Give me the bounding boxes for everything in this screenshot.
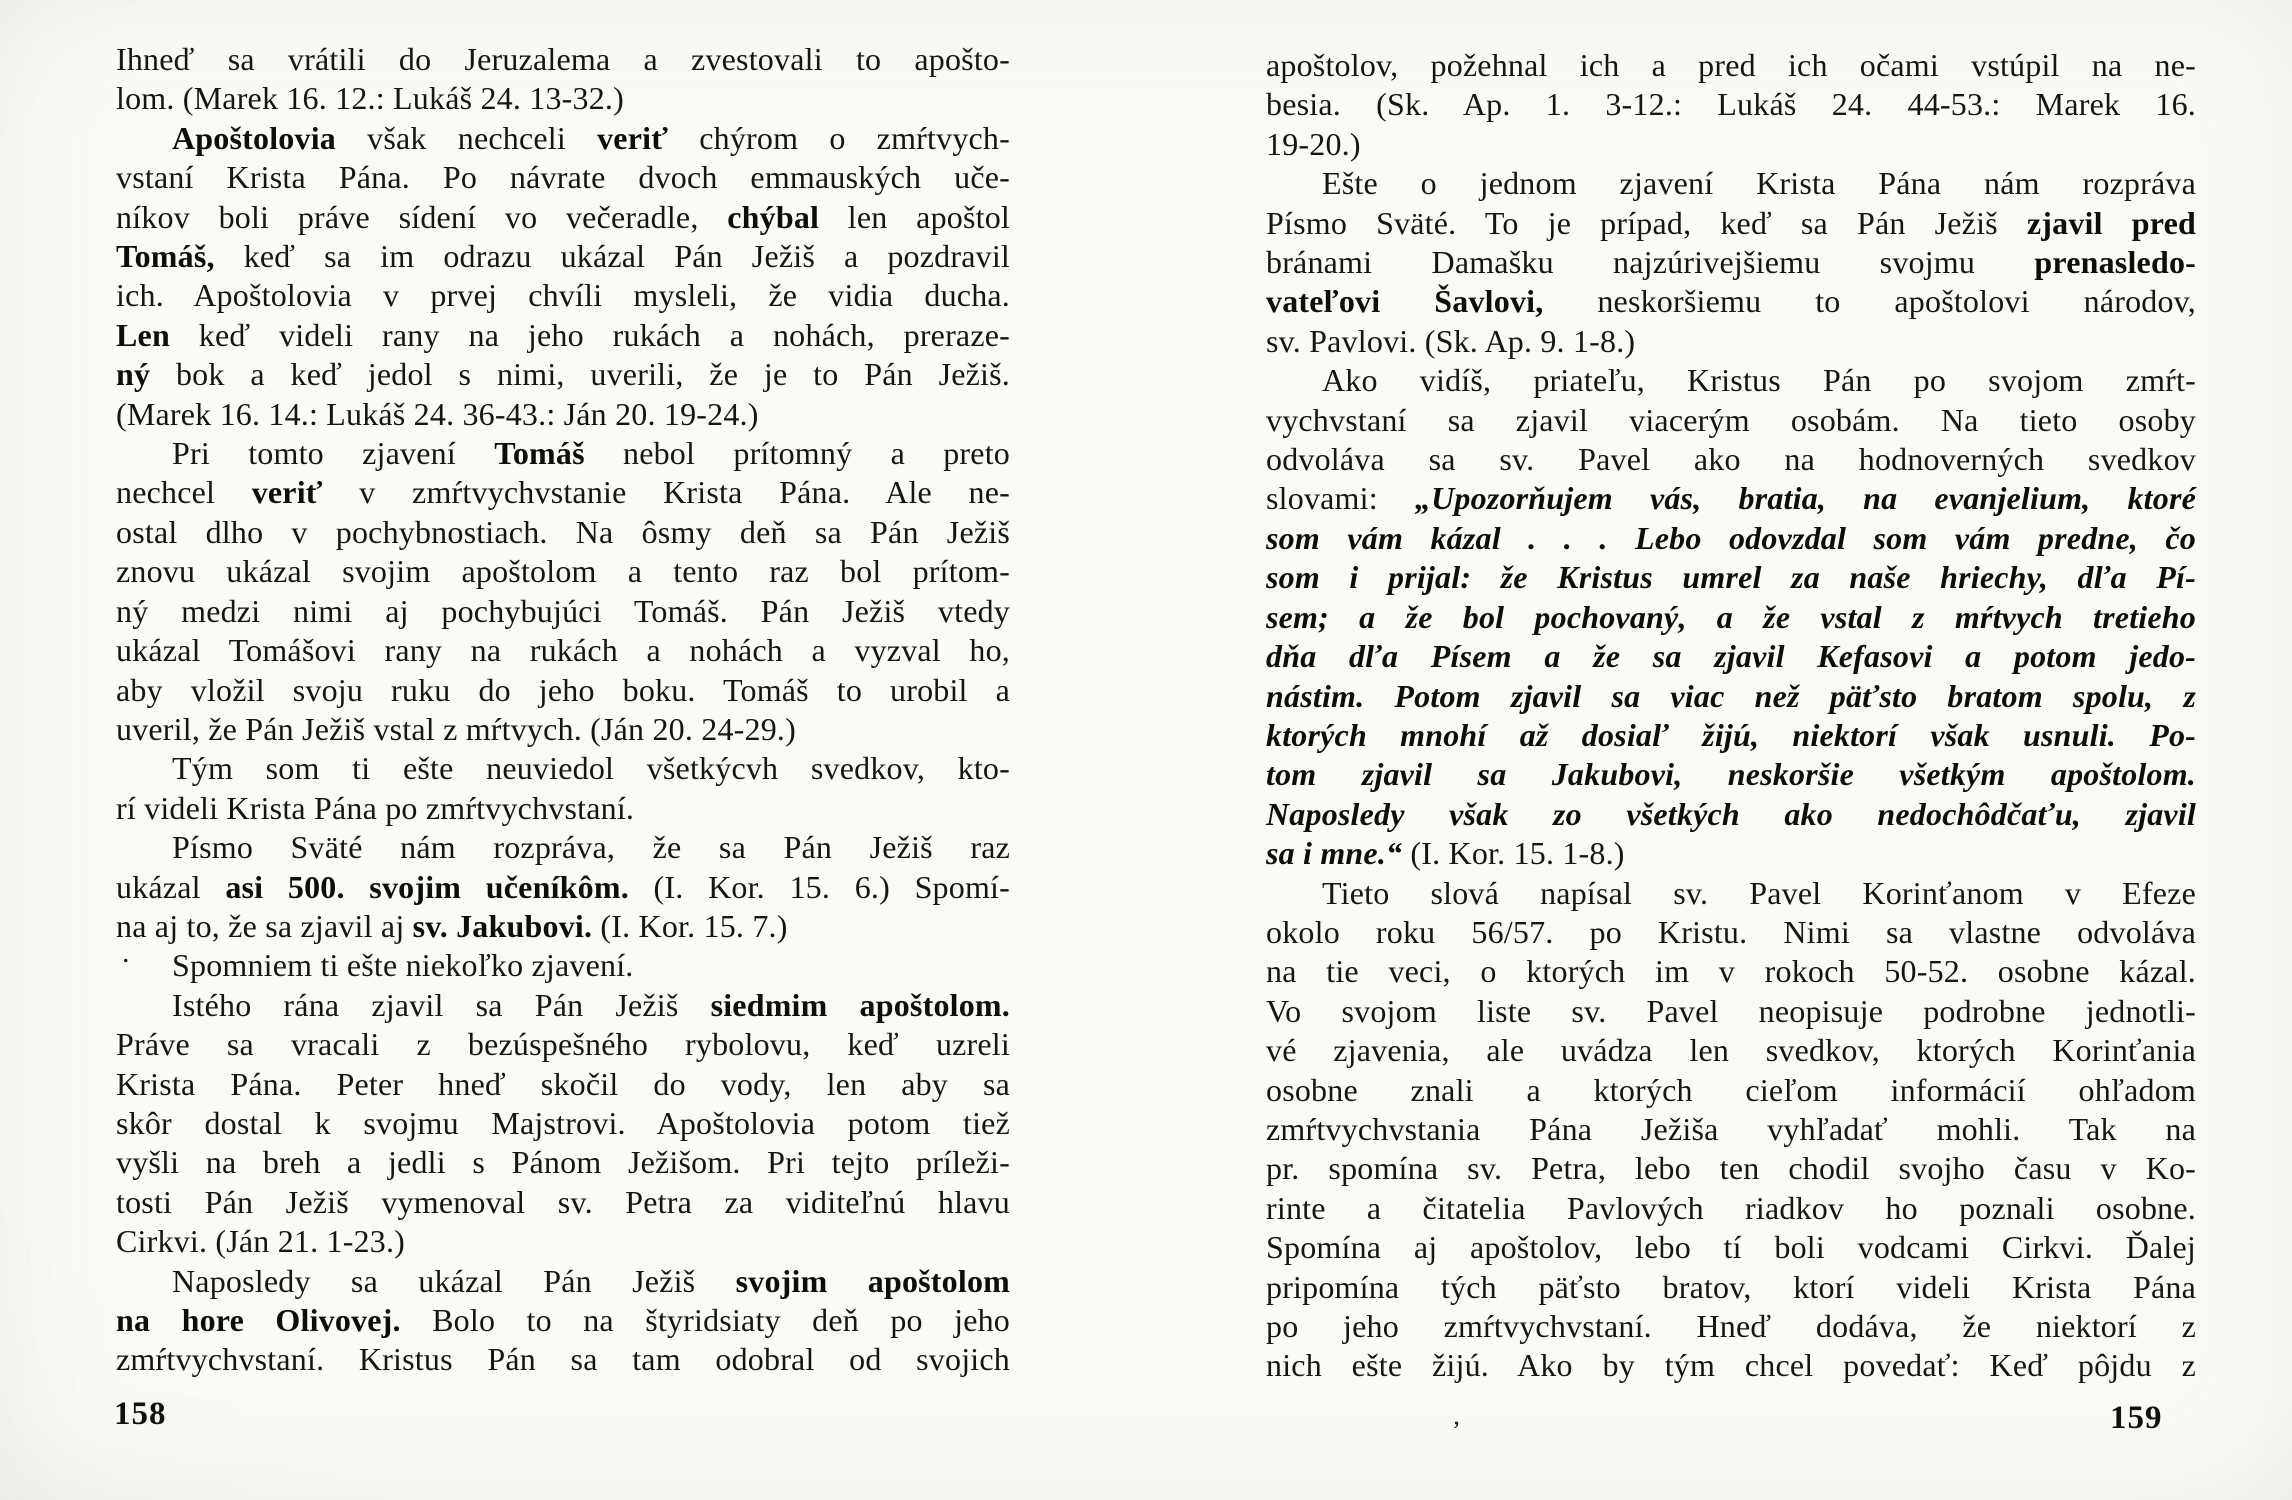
text-run: 19-20.) — [1266, 125, 1361, 162]
text-run: ukázal — [116, 868, 226, 905]
text-line — [116, 907, 1010, 946]
text-line — [1266, 913, 2196, 952]
text-run: Tomáš — [494, 435, 585, 472]
text-run: na hore Olivovej. — [116, 1302, 401, 1338]
text-line — [116, 237, 1010, 276]
text-run: níkov boli práve sídení vo večeradle, — [116, 198, 728, 235]
text-run: však nechceli — [336, 119, 598, 156]
text-run: (I. Kor. 15. 7.) — [592, 907, 788, 944]
text-run: som i prijal: že Kristus umrel za naše hriechy, dľa Pí- — [1266, 559, 2196, 596]
text-line — [116, 1262, 1010, 1301]
text-run: asi 500. svojim učeníkôm. — [225, 868, 629, 905]
text-run: chýbal — [727, 198, 820, 235]
text-line — [116, 1183, 1010, 1222]
text-line — [1266, 46, 2196, 85]
text-run: veriť — [597, 119, 669, 156]
text-line — [116, 198, 1010, 237]
text-run: uveril, že Pán Ježiš vstal z mŕtvych. (Ján 20. 24-29.) — [116, 710, 796, 747]
text-line — [116, 434, 1010, 473]
text-line — [1266, 795, 2196, 834]
text-line — [1266, 1071, 2196, 1110]
text-run: vyšli na breh a jedli s Pánom Ježišom. Pri tejto príleži- — [116, 1144, 1010, 1181]
text-run: bok a keď jedol s nimi, uverili, že je to Pán Ježiš. — [150, 356, 1010, 393]
text-line — [1266, 755, 2196, 794]
text-run: (I. Kor. 15. 6.) Spomí- — [628, 868, 1010, 905]
text-run: Ihneď sa vrátili do Jeruzalema a zvestovali to apošto- — [116, 41, 1010, 77]
text-line — [1266, 1189, 2196, 1228]
text-run: sem; a že bol pochovaný, a že vstal z mŕtvych tretieho — [1266, 598, 2196, 635]
text-line — [1266, 1346, 2196, 1385]
text-line — [1266, 85, 2196, 124]
text-run: na tie veci, o ktorých im v rokoch 50-52. osobne kázal. — [1266, 953, 2196, 990]
text-run: Tomáš, — [116, 238, 215, 275]
text-run: zmŕtvychvstania Pána Ježiša vyhľadať mohli. Tak na — [1266, 1110, 2196, 1147]
text-run: pripomína tých päťsto bratov, ktorí videli Krista Pána — [1266, 1268, 2196, 1305]
text-line — [116, 119, 1010, 158]
text-run: Apoštolovia — [172, 119, 336, 156]
text-run: „Upozorňujem vás, bratia, na evanjelium, ktoré — [1414, 480, 2196, 517]
text-line — [116, 1104, 1010, 1143]
text-run: rí videli Krista Pána po zmŕtvychvstaní. — [116, 789, 635, 826]
text-line — [116, 1301, 1010, 1340]
text-run: Bolo to na štyridsiaty deň po jeho — [400, 1302, 1010, 1338]
text-run: nechcel — [116, 474, 252, 511]
text-line — [1266, 1031, 2196, 1070]
text-run: Istého rána zjavil sa Pán Ježiš — [172, 986, 711, 1023]
text-line — [116, 1065, 1010, 1104]
text-run: veriť — [251, 474, 323, 511]
text-line — [1266, 1307, 2196, 1346]
text-run: sa i mne.“ — [1266, 835, 1403, 872]
text-line — [1266, 952, 2196, 991]
text-line — [116, 1222, 1010, 1261]
text-line — [1266, 361, 2196, 400]
text-line — [1266, 992, 2196, 1031]
text-run: apoštolov, požehnal ich a pred ich očami vstúpil na ne- — [1266, 47, 2196, 83]
text-line — [116, 473, 1010, 512]
page-number-left: 158 — [114, 1396, 167, 1432]
text-run: pr. spomína sv. Petra, lebo ten chodil svojho času v Ko- — [1266, 1150, 2196, 1187]
text-line — [116, 946, 1010, 985]
text-line — [1266, 204, 2196, 243]
text-run: Vo svojom liste sv. Pavel neopisuje podrobne jednotli- — [1266, 992, 2196, 1029]
text-line — [116, 828, 1010, 867]
text-run: keď videli rany na jeho rukách a nohách, preraze- — [169, 316, 1010, 353]
text-run: Ako vidíš, priateľu, Kristus Pán po svojom zmŕt- — [1322, 362, 2196, 399]
text-run: Písmo Sväté. To je prípad, keď sa Pán Ježiš — [1266, 204, 2027, 241]
text-run: Spomína aj apoštolov, lebo tí boli vodcami Cirkvi. Ďalej — [1266, 1229, 2196, 1266]
text-line — [1266, 834, 2196, 873]
text-run: besia. (Sk. Ap. 1. 3-12.: Lukáš 24. 44-53.: Marek 16. — [1266, 86, 2196, 123]
text-run: Cirkvi. (Ján 21. 1-23.) — [116, 1223, 406, 1260]
text-run: ný — [116, 356, 151, 393]
text-run: Spomniem ti ešte niekoľko zjavení. — [172, 947, 634, 984]
text-run: (I. Kor. 15. 1-8.) — [1402, 835, 1625, 872]
text-run: Pri tomto zjavení — [172, 435, 495, 472]
text-line — [116, 316, 1010, 355]
text-run: rinte a čitatelia Pavlových riadkov ho poznali osobne. — [1266, 1189, 2196, 1226]
text-run: ostal dlho v pochybnostiach. Na ôsmy deň sa Pán Ježiš — [116, 513, 1010, 550]
text-run: tom zjavil sa Jakubovi, neskoršie všetkým apoštolom. — [1266, 756, 2196, 793]
text-run: osobne znali a ktorých cieľom informácií ohľadom — [1266, 1071, 2196, 1108]
text-run: Naposledy sa ukázal Pán Ježiš — [172, 1262, 736, 1299]
text-run: Práve sa vracali z bezúspešného rybolovu, keď uzreli — [116, 1026, 1010, 1063]
text-run: vychvstaní sa zjavil viacerým osobám. Na tieto osoby — [1266, 401, 2196, 438]
text-run: vé zjavenia, ale uvádza len svedkov, ktorých Korinťania — [1266, 1032, 2196, 1069]
text-run: na aj to, že sa zjavil aj — [116, 907, 413, 944]
text-run: okolo roku 56/57. po Kristu. Nimi sa vlastne odvoláva — [1266, 913, 2196, 950]
text-line — [116, 355, 1010, 394]
text-run: nebol prítomný a preto — [584, 435, 1010, 472]
text-line — [1266, 243, 2196, 282]
text-line — [1266, 1268, 2196, 1307]
text-run: zjavil pred — [2026, 204, 2196, 241]
text-run: len apoštol — [819, 198, 1010, 235]
text-run: zmŕtvychvstaní. Kristus Pán sa tam odobral od svojich — [116, 1341, 1010, 1378]
text-run: ukázal Tomášovi rany na rukách a nohách a vyzval ho, — [116, 632, 1010, 669]
text-run: svojim apoštolom — [735, 1262, 1010, 1299]
text-line — [1266, 637, 2196, 676]
text-line — [116, 1025, 1010, 1064]
text-line — [116, 631, 1010, 670]
text-line — [116, 395, 1010, 434]
text-run: dňa dľa Písem a že sa zjavil Kefasovi a potom jedo- — [1266, 638, 2196, 675]
text-line — [1266, 479, 2196, 518]
text-run: lom. (Marek 16. 12.: Lukáš 24. 13-32.) — [116, 80, 624, 117]
text-line — [116, 749, 1010, 788]
text-run: Tým som ti ešte neuviedol všetkýcvh svedkov, kto- — [172, 750, 1010, 787]
text-line — [116, 79, 1010, 118]
text-line — [116, 986, 1010, 1025]
text-run: vateľovi Šavlovi, — [1266, 283, 1544, 320]
text-line — [1266, 164, 2196, 203]
text-run: ný medzi nimi aj pochybujúci Tomáš. Pán Ježiš vtedy — [116, 592, 1010, 629]
text-run: Naposledy však zo všetkých ako nedochôdčaťu, zjavil — [1266, 795, 2196, 832]
text-run: ich. Apoštolovia v prvej chvíli mysleli, že vidia ducha. — [116, 277, 1010, 314]
text-run: ktorých mnohí až dosiaľ žijú, niektorí však usnuli. Po- — [1266, 716, 2196, 753]
text-line — [1266, 519, 2196, 558]
text-run: vstaní Krista Pána. Po návrate dvoch emmauských uče- — [116, 159, 1010, 196]
text-line — [1266, 401, 2196, 440]
text-run: sv. Jakubovi. — [412, 907, 593, 944]
text-run: Tieto slová napísal sv. Pavel Korinťanom v Efeze — [1322, 874, 2196, 911]
text-run: keď sa im odrazu ukázal Pán Ježiš a pozdravil — [214, 238, 1010, 275]
text-line — [1266, 1228, 2196, 1267]
text-line — [116, 868, 1010, 907]
ink-speck-bottom-center: ’ — [1452, 1416, 1461, 1445]
text-run: skôr dostal k svojmu Majstrovi. Apoštolovia potom tiež — [116, 1104, 1010, 1141]
ink-speck-left-margin: . — [122, 936, 130, 969]
text-line — [1266, 1149, 2196, 1188]
text-run: chýrom o zmŕtvych- — [668, 119, 1010, 156]
text-run: znovu ukázal svojim apoštolom a tento raz bol prítom- — [116, 553, 1010, 590]
text-run: po jeho zmŕtvychvstaní. Hneď dodáva, že niektorí z — [1266, 1308, 2196, 1344]
text-line — [1266, 716, 2196, 755]
text-run: nástim. Potom zjavil sa viac než päťsto bratom spolu, z — [1266, 677, 2196, 714]
text-line — [1266, 677, 2196, 716]
text-run: nich ešte žijú. Ako by tým chcel povedať: Keď pôjdu z — [1266, 1347, 2196, 1384]
text-line — [1266, 558, 2196, 597]
text-line — [1266, 598, 2196, 637]
text-run: (Marek 16. 14.: Lukáš 24. 36-43.: Ján 20. 19-24.) — [116, 395, 759, 432]
text-line — [116, 592, 1010, 631]
text-column-left — [116, 40, 1010, 1380]
text-line — [116, 1340, 1010, 1379]
text-line — [116, 276, 1010, 315]
text-line — [116, 710, 1010, 749]
text-run: aby vložil svoju ruku do jeho boku. Tomáš to urobil a — [116, 671, 1010, 708]
text-run: sv. Pavlovi. (Sk. Ap. 9. 1-8.) — [1266, 322, 1636, 359]
text-run: Písmo Sväté nám rozpráva, že sa Pán Ježiš raz — [172, 829, 1010, 866]
text-line — [1266, 282, 2196, 321]
text-run: Krista Pána. Peter hneď skočil do vody, len aby sa — [116, 1065, 1010, 1102]
text-line — [1266, 440, 2196, 479]
text-line — [116, 1143, 1010, 1182]
text-line — [1266, 125, 2196, 164]
text-run: v zmŕtvychvstanie Krista Pána. Ale ne- — [322, 474, 1010, 511]
text-run: Ešte o jednom zjavení Krista Pána nám rozpráva — [1322, 165, 2196, 202]
text-line — [116, 789, 1010, 828]
text-line — [116, 552, 1010, 591]
text-run: odvoláva sa sv. Pavel ako na hodnoverných svedkov — [1266, 441, 2196, 478]
text-column-right — [1266, 46, 2196, 1386]
text-run: neskoršiemu to apoštolovi národov, — [1543, 283, 2196, 320]
text-line — [116, 671, 1010, 710]
text-run: prenasledo- — [2034, 244, 2196, 281]
text-run: tosti Pán Ježiš vymenoval sv. Petra za viditeľnú hlavu — [116, 1183, 1010, 1220]
text-run: siedmim apoštolom. — [710, 986, 1010, 1023]
text-line — [1266, 322, 2196, 361]
page-number-right: 159 — [2110, 1400, 2163, 1436]
text-run: Len — [116, 316, 170, 353]
text-line — [116, 40, 1010, 79]
text-line — [116, 513, 1010, 552]
text-run: slovami: — [1266, 480, 1415, 517]
text-line — [1266, 874, 2196, 913]
text-line — [116, 158, 1010, 197]
text-run: bránami Damašku najzúrivejšiemu svojmu — [1266, 244, 2035, 281]
text-run: som vám kázal . . . Lebo odovzdal som vám predne, čo — [1266, 519, 2196, 556]
text-line — [1266, 1110, 2196, 1149]
